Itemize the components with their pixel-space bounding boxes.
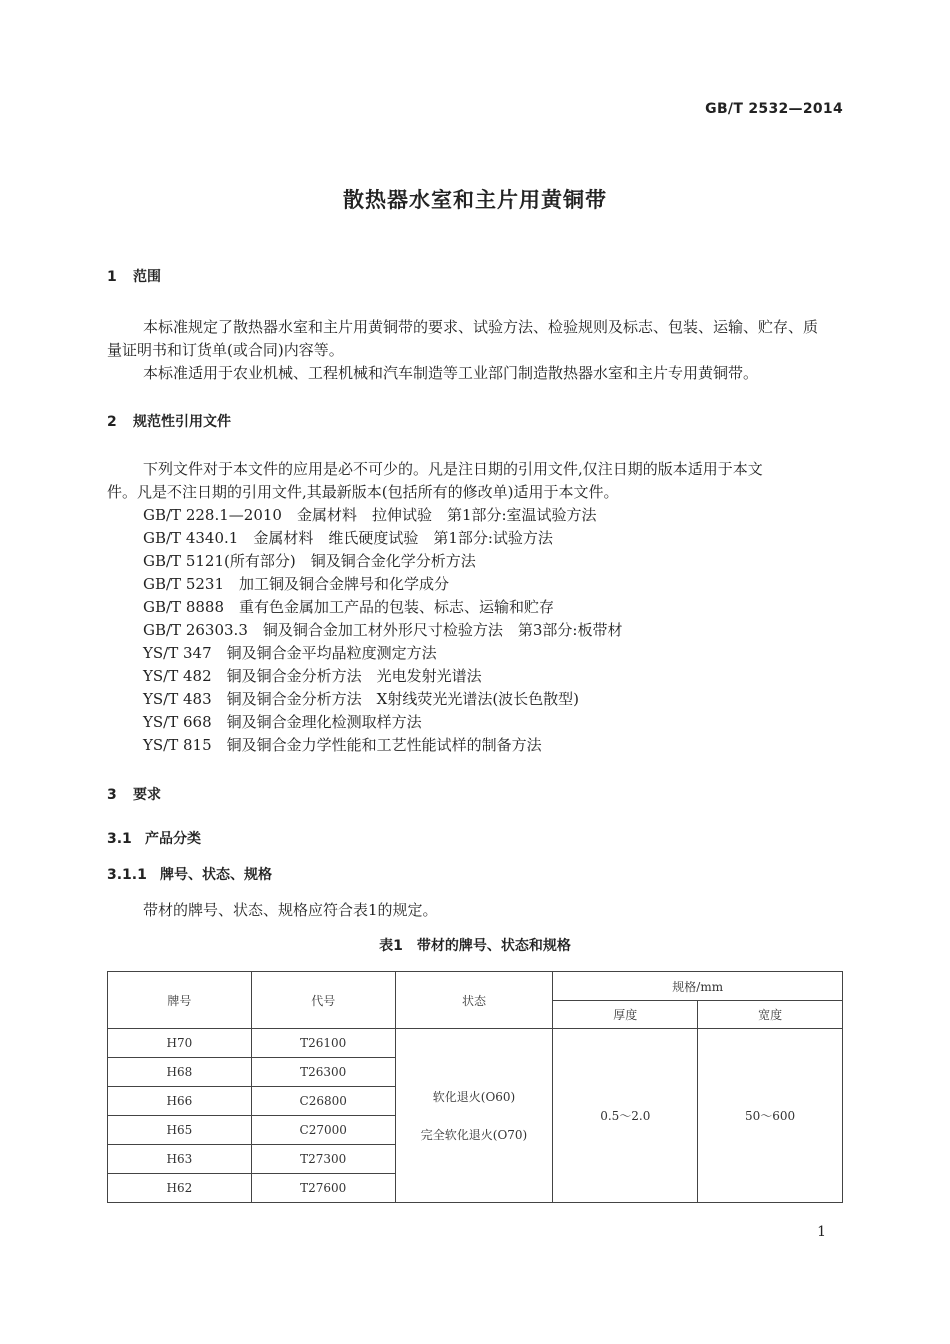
code-cell: C27000 — [251, 1116, 395, 1145]
section-3-title: 要求 — [133, 787, 161, 803]
code-cell: T27600 — [251, 1174, 395, 1203]
temper-o70: 完全软化退火(O70) — [420, 1127, 528, 1142]
header-grade: 牌号 — [108, 972, 252, 1029]
section-3-1-title: 产品分类 — [145, 831, 201, 847]
grade-cell: H66 — [108, 1087, 252, 1116]
table-1-caption: 表1 带材的牌号、状态和规格 — [379, 938, 571, 954]
section-3-1-heading — [107, 828, 201, 848]
width-cell: 50～600 — [698, 1029, 843, 1203]
grade-cell: H68 — [108, 1058, 252, 1087]
section-1-title: 范围 — [133, 269, 161, 285]
section-3-number: 3 — [107, 787, 117, 803]
header-width: 宽度 — [698, 1001, 843, 1029]
reference-list — [143, 504, 622, 757]
reference-item: YS/T 668 铜及铜合金理化检测取样方法 — [143, 713, 422, 731]
temper-o60: 软化退火(O60) — [432, 1089, 516, 1104]
section-1-para1-line1: 本标准规定了散热器水室和主片用黄铜带的要求、试验方法、检验规则及标志、包装、运输、贮存、质 — [143, 318, 819, 336]
section-2-number: 2 — [107, 414, 117, 430]
grade-cell: H70 — [108, 1029, 252, 1058]
reference-item: GB/T 26303.3 铜及铜合金加工材外形尺寸检验方法 第3部分:板带材 — [143, 621, 623, 639]
reference-item: GB/T 4340.1 金属材料 维氏硬度试验 第1部分:试验方法 — [143, 529, 553, 547]
grade-cell: H62 — [108, 1174, 252, 1203]
section-3-1-1-number: 3.1.1 — [107, 867, 147, 883]
header-temper: 状态 — [395, 972, 553, 1029]
code-cell: T27300 — [251, 1145, 395, 1174]
code-cell: C26800 — [251, 1087, 395, 1116]
reference-item: YS/T 347 铜及铜合金平均晶粒度测定方法 — [143, 644, 437, 662]
section-2-intro-line1: 下列文件对于本文件的应用是必不可少的。凡是注日期的引用文件,仅注日期的版本适用于本文 — [143, 460, 763, 478]
reference-item: GB/T 8888 重有色金属加工产品的包装、标志、运输和贮存 — [143, 598, 555, 616]
section-3-1-number: 3.1 — [107, 831, 132, 847]
grade-cell: H65 — [108, 1116, 252, 1145]
reference-item: YS/T 815 铜及铜合金力学性能和工艺性能试样的制备方法 — [143, 736, 542, 754]
section-3-1-1-heading — [107, 864, 272, 884]
section-2-heading — [107, 411, 231, 431]
header-code: 代号 — [251, 972, 395, 1029]
header-spec: 规格/mm — [553, 972, 843, 1001]
section-1-para2: 本标准适用于农业机械、工程机械和汽车制造等工业部门制造散热器水室和主片专用黄铜带。 — [143, 364, 759, 382]
section-2-title: 规范性引用文件 — [133, 414, 231, 430]
grade-cell: H63 — [108, 1145, 252, 1174]
table-1 — [107, 971, 843, 1203]
reference-item: GB/T 228.1—2010 金属材料 拉伸试验 第1部分:室温试验方法 — [143, 506, 597, 524]
reference-item: YS/T 483 铜及铜合金分析方法 X射线荧光光谱法(波长色散型) — [143, 690, 580, 708]
table-row — [108, 1029, 843, 1058]
reference-item: GB/T 5121(所有部分) 铜及铜合金化学分析方法 — [143, 552, 476, 570]
section-3-1-1-body: 带材的牌号、状态、规格应符合表1的规定。 — [143, 901, 438, 919]
reference-item: YS/T 482 铜及铜合金分析方法 光电发射光谱法 — [143, 667, 482, 685]
section-3-1-1-title: 牌号、状态、规格 — [160, 867, 272, 883]
temper-cell — [395, 1029, 553, 1203]
code-cell: T26100 — [251, 1029, 395, 1058]
code-cell: T26300 — [251, 1058, 395, 1087]
section-1-para1-line2: 量证明书和订货单(或合同)内容等。 — [107, 341, 344, 359]
header-thickness: 厚度 — [553, 1001, 698, 1029]
section-1-number: 1 — [107, 269, 117, 285]
document-title: 散热器水室和主片用黄铜带 — [343, 188, 607, 212]
page-number: 1 — [817, 1224, 826, 1240]
section-3-heading — [107, 784, 161, 804]
reference-item: GB/T 5231 加工铜及铜合金牌号和化学成分 — [143, 575, 450, 593]
section-2-intro-line2: 件。凡是不注日期的引用文件,其最新版本(包括所有的修改单)适用于本文件。 — [107, 483, 619, 501]
thickness-cell: 0.5～2.0 — [553, 1029, 698, 1203]
section-1-heading — [107, 266, 161, 286]
standard-number: GB/T 2532—2014 — [705, 101, 843, 117]
